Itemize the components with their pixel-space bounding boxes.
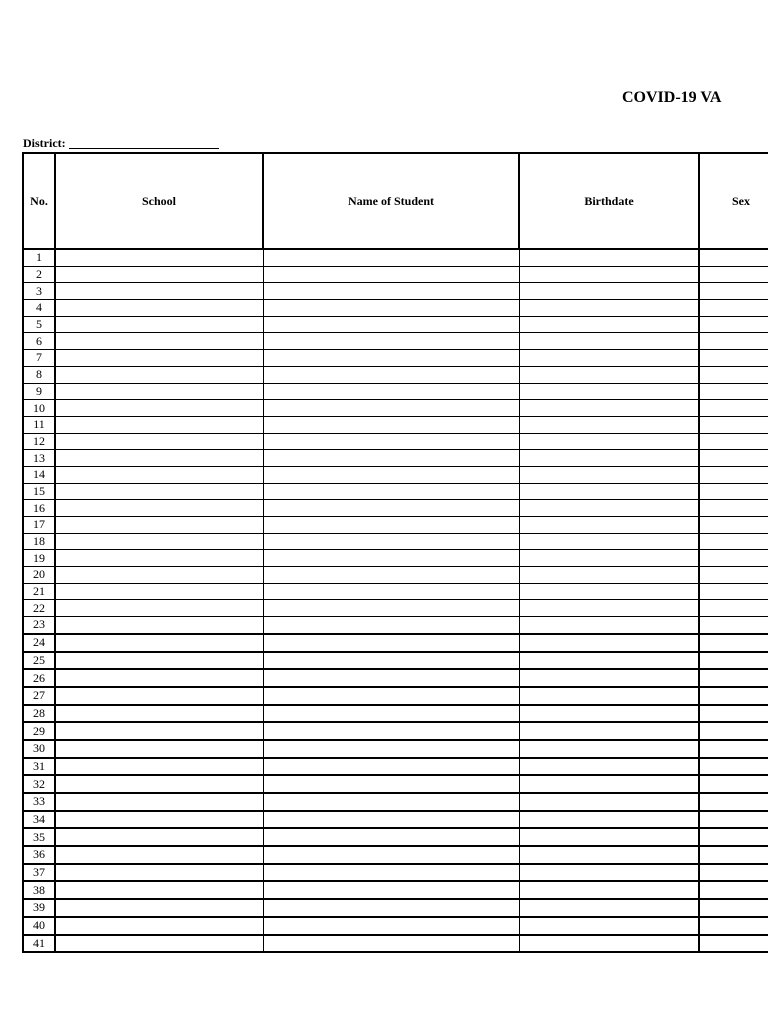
birthdate-cell[interactable] [519,758,699,776]
student-name-cell[interactable] [263,333,519,350]
student-name-cell[interactable] [263,669,519,687]
school-cell[interactable] [55,775,263,793]
school-cell[interactable] [55,249,263,266]
row-number: 41 [23,935,55,953]
row-number: 5 [23,316,55,333]
student-name-cell[interactable] [263,634,519,652]
table-row [23,550,768,567]
row-number: 20 [23,567,55,584]
birthdate-cell[interactable] [519,433,699,450]
table-row [23,617,768,634]
birthdate-cell[interactable] [519,366,699,383]
row-number: 8 [23,366,55,383]
birthdate-cell[interactable] [519,811,699,829]
student-name-cell[interactable] [263,249,519,266]
row-number: 9 [23,383,55,400]
table-row [23,450,768,467]
student-name-cell[interactable] [263,567,519,584]
sex-cell[interactable] [699,433,768,450]
row-number: 4 [23,300,55,317]
school-cell[interactable] [55,567,263,584]
school-cell[interactable] [55,350,263,367]
school-cell[interactable] [55,935,263,953]
school-cell[interactable] [55,740,263,758]
sex-cell[interactable] [699,600,768,617]
table-row [23,517,768,534]
table-row [23,652,768,670]
sex-cell[interactable] [699,316,768,333]
school-cell[interactable] [55,811,263,829]
table-row [23,483,768,500]
student-name-cell[interactable] [263,899,519,917]
school-cell[interactable] [55,266,263,283]
sex-cell[interactable] [699,617,768,634]
birthdate-cell[interactable] [519,316,699,333]
birthdate-cell[interactable] [519,740,699,758]
birthdate-cell[interactable] [519,483,699,500]
row-number: 30 [23,740,55,758]
sex-cell[interactable] [699,687,768,705]
table-row [23,249,768,266]
table-row [23,416,768,433]
sex-cell[interactable] [699,793,768,811]
student-name-cell[interactable] [263,935,519,953]
school-cell[interactable] [55,517,263,534]
sex-cell[interactable] [699,400,768,417]
student-name-cell[interactable] [263,583,519,600]
school-cell[interactable] [55,483,263,500]
birthdate-cell[interactable] [519,600,699,617]
sex-cell[interactable] [699,450,768,467]
sex-cell[interactable] [699,517,768,534]
table-row [23,433,768,450]
table-row [23,333,768,350]
table-row [23,466,768,483]
table-row [23,811,768,829]
student-name-cell[interactable] [263,881,519,899]
school-cell[interactable] [55,433,263,450]
row-number: 22 [23,600,55,617]
table-row [23,775,768,793]
row-number: 34 [23,811,55,829]
student-name-cell[interactable] [263,383,519,400]
birthdate-cell[interactable] [519,350,699,367]
birthdate-cell[interactable] [519,687,699,705]
birthdate-cell[interactable] [519,300,699,317]
header-no: No. [23,153,55,249]
sex-cell[interactable] [699,567,768,584]
birthdate-cell[interactable] [519,935,699,953]
header-name-of-student: Name of Student [263,153,519,249]
school-cell[interactable] [55,533,263,550]
row-number: 36 [23,846,55,864]
row-number: 26 [23,669,55,687]
table-row [23,500,768,517]
table-row [23,758,768,776]
student-name-cell[interactable] [263,316,519,333]
header-school: School [55,153,263,249]
table-row [23,316,768,333]
student-name-cell[interactable] [263,846,519,864]
birthdate-cell[interactable] [519,917,699,935]
table-row [23,600,768,617]
row-number: 2 [23,266,55,283]
sex-cell[interactable] [699,366,768,383]
school-cell[interactable] [55,383,263,400]
row-number: 31 [23,758,55,776]
table-row [23,350,768,367]
row-number: 3 [23,283,55,300]
student-name-cell[interactable] [263,600,519,617]
row-number: 1 [23,249,55,266]
row-number: 39 [23,899,55,917]
school-cell[interactable] [55,550,263,567]
table-row [23,899,768,917]
birthdate-cell[interactable] [519,775,699,793]
row-number: 37 [23,864,55,882]
header-sex: Sex [699,153,768,249]
row-number: 7 [23,350,55,367]
school-cell[interactable] [55,793,263,811]
row-number: 40 [23,917,55,935]
sex-cell[interactable] [699,917,768,935]
sex-cell[interactable] [699,758,768,776]
school-cell[interactable] [55,758,263,776]
school-cell[interactable] [55,333,263,350]
student-name-cell[interactable] [263,828,519,846]
birthdate-cell[interactable] [519,669,699,687]
sex-cell[interactable] [699,533,768,550]
school-cell[interactable] [55,846,263,864]
sex-cell[interactable] [699,416,768,433]
birthdate-cell[interactable] [519,634,699,652]
sex-cell[interactable] [699,634,768,652]
school-cell[interactable] [55,705,263,723]
row-number: 29 [23,722,55,740]
row-number: 35 [23,828,55,846]
school-cell[interactable] [55,881,263,899]
student-name-cell[interactable] [263,617,519,634]
table-row [23,383,768,400]
table-row [23,634,768,652]
table-row [23,300,768,317]
document-title: COVID-19 VA [622,89,722,106]
table-row [23,366,768,383]
birthdate-cell[interactable] [519,828,699,846]
birthdate-cell[interactable] [519,400,699,417]
school-cell[interactable] [55,316,263,333]
school-cell[interactable] [55,366,263,383]
header-row [23,153,768,249]
sex-cell[interactable] [699,383,768,400]
row-number: 14 [23,466,55,483]
student-name-cell[interactable] [263,517,519,534]
student-name-cell[interactable] [263,266,519,283]
student-name-cell[interactable] [263,687,519,705]
table-row [23,828,768,846]
table-row [23,722,768,740]
school-cell[interactable] [55,283,263,300]
student-name-cell[interactable] [263,652,519,670]
row-number: 21 [23,583,55,600]
row-number: 15 [23,483,55,500]
row-number: 6 [23,333,55,350]
birthdate-cell[interactable] [519,500,699,517]
birthdate-cell[interactable] [519,416,699,433]
sex-cell[interactable] [699,300,768,317]
birthdate-cell[interactable] [519,846,699,864]
row-number: 33 [23,793,55,811]
school-cell[interactable] [55,400,263,417]
district-blank-line[interactable] [69,136,219,149]
birthdate-cell[interactable] [519,864,699,882]
table-row [23,283,768,300]
sex-cell[interactable] [699,740,768,758]
district-field [23,136,219,151]
header-birthdate: Birthdate [519,153,699,249]
row-number: 25 [23,652,55,670]
row-number: 16 [23,500,55,517]
table-row [23,864,768,882]
school-cell[interactable] [55,917,263,935]
birthdate-cell[interactable] [519,705,699,723]
sex-cell[interactable] [699,705,768,723]
student-name-cell[interactable] [263,533,519,550]
student-name-cell[interactable] [263,705,519,723]
student-name-cell[interactable] [263,917,519,935]
sex-cell[interactable] [699,500,768,517]
row-number: 28 [23,705,55,723]
birthdate-cell[interactable] [519,652,699,670]
sex-cell[interactable] [699,669,768,687]
student-name-cell[interactable] [263,466,519,483]
school-cell[interactable] [55,864,263,882]
row-number: 18 [23,533,55,550]
table-row [23,881,768,899]
sex-cell[interactable] [699,899,768,917]
student-name-cell[interactable] [263,758,519,776]
table-row [23,567,768,584]
table-row [23,740,768,758]
student-name-cell[interactable] [263,416,519,433]
sex-cell[interactable] [699,811,768,829]
sex-cell[interactable] [699,722,768,740]
table-row [23,846,768,864]
sex-cell[interactable] [699,249,768,266]
sex-cell[interactable] [699,881,768,899]
school-cell[interactable] [55,500,263,517]
sex-cell[interactable] [699,550,768,567]
school-cell[interactable] [55,899,263,917]
row-number: 12 [23,433,55,450]
table-row [23,917,768,935]
row-number: 13 [23,450,55,467]
birthdate-cell[interactable] [519,550,699,567]
birthdate-cell[interactable] [519,881,699,899]
school-cell[interactable] [55,583,263,600]
school-cell[interactable] [55,600,263,617]
birthdate-cell[interactable] [519,793,699,811]
row-number: 38 [23,881,55,899]
school-cell[interactable] [55,722,263,740]
table-row [23,669,768,687]
student-name-cell[interactable] [263,864,519,882]
birthdate-cell[interactable] [519,383,699,400]
table-row [23,533,768,550]
sex-cell[interactable] [699,828,768,846]
birthdate-cell[interactable] [519,466,699,483]
birthdate-cell[interactable] [519,517,699,534]
student-name-cell[interactable] [263,433,519,450]
school-cell[interactable] [55,450,263,467]
school-cell[interactable] [55,617,263,634]
birthdate-cell[interactable] [519,450,699,467]
school-cell[interactable] [55,416,263,433]
table-body [23,249,768,952]
table-row [23,266,768,283]
school-cell[interactable] [55,634,263,652]
row-number: 27 [23,687,55,705]
table-row [23,583,768,600]
student-name-cell[interactable] [263,283,519,300]
sex-cell[interactable] [699,350,768,367]
birthdate-cell[interactable] [519,249,699,266]
school-cell[interactable] [55,652,263,670]
sex-cell[interactable] [699,466,768,483]
student-name-cell[interactable] [263,722,519,740]
sex-cell[interactable] [699,266,768,283]
birthdate-cell[interactable] [519,617,699,634]
sex-cell[interactable] [699,775,768,793]
row-number: 19 [23,550,55,567]
birthdate-cell[interactable] [519,283,699,300]
sex-cell[interactable] [699,935,768,953]
student-name-cell[interactable] [263,775,519,793]
table-row [23,793,768,811]
sex-cell[interactable] [699,483,768,500]
birthdate-cell[interactable] [519,583,699,600]
row-number: 10 [23,400,55,417]
table-row [23,935,768,953]
row-number: 24 [23,634,55,652]
student-name-cell[interactable] [263,400,519,417]
birthdate-cell[interactable] [519,722,699,740]
student-name-cell[interactable] [263,300,519,317]
sex-cell[interactable] [699,652,768,670]
birthdate-cell[interactable] [519,266,699,283]
sex-cell[interactable] [699,583,768,600]
school-cell[interactable] [55,828,263,846]
sex-cell[interactable] [699,864,768,882]
sex-cell[interactable] [699,333,768,350]
sex-cell[interactable] [699,846,768,864]
row-number: 23 [23,617,55,634]
table-row [23,705,768,723]
row-number: 32 [23,775,55,793]
student-name-cell[interactable] [263,350,519,367]
birthdate-cell[interactable] [519,533,699,550]
birthdate-cell[interactable] [519,333,699,350]
student-name-cell[interactable] [263,483,519,500]
student-name-cell[interactable] [263,811,519,829]
sex-cell[interactable] [699,283,768,300]
table-row [23,400,768,417]
school-cell[interactable] [55,687,263,705]
student-name-cell[interactable] [263,550,519,567]
student-table [22,152,768,953]
student-name-cell[interactable] [263,740,519,758]
district-label: District: [23,136,66,150]
birthdate-cell[interactable] [519,899,699,917]
student-name-cell[interactable] [263,793,519,811]
table-row [23,687,768,705]
student-name-cell[interactable] [263,450,519,467]
school-cell[interactable] [55,300,263,317]
row-number: 17 [23,517,55,534]
birthdate-cell[interactable] [519,567,699,584]
student-name-cell[interactable] [263,500,519,517]
student-register [22,152,768,953]
school-cell[interactable] [55,466,263,483]
school-cell[interactable] [55,669,263,687]
row-number: 11 [23,416,55,433]
student-name-cell[interactable] [263,366,519,383]
